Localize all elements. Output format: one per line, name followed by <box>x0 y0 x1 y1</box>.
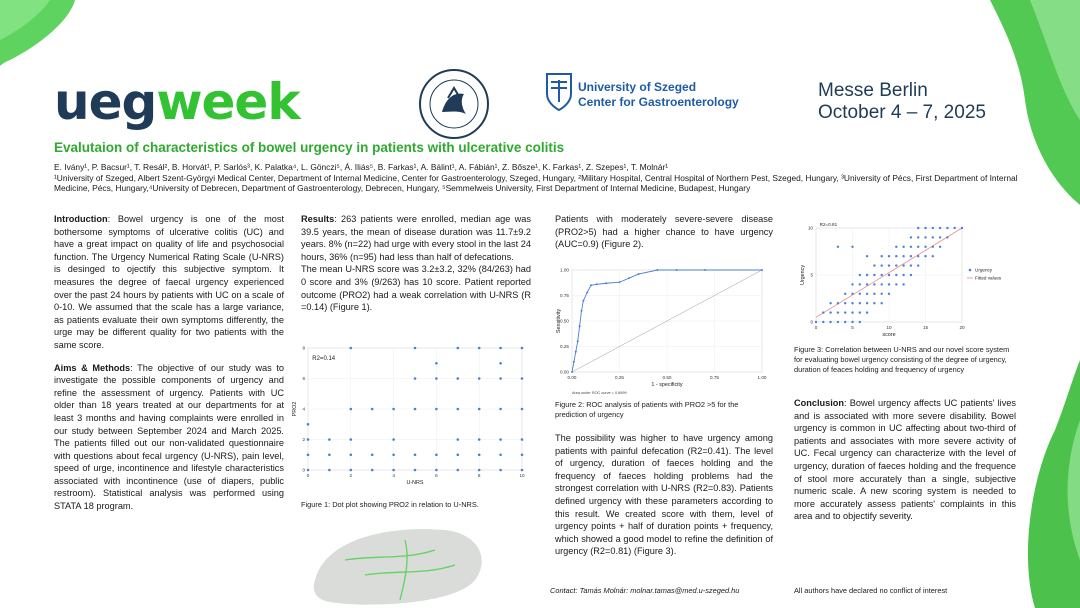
data-point <box>371 469 374 472</box>
data-point <box>435 453 438 456</box>
decor-liver-icon <box>305 520 490 608</box>
data-point <box>873 264 875 266</box>
y-axis-label: Urgency <box>800 264 806 286</box>
y-tick-label: 1.00 <box>560 267 569 273</box>
data-point <box>859 311 861 313</box>
data-point <box>307 438 310 441</box>
y-tick-label: 10 <box>807 225 813 231</box>
column-3-text-top <box>555 213 773 259</box>
data-point <box>435 408 438 411</box>
roc-point <box>582 300 584 302</box>
aims-heading: Aims & Methods <box>54 362 131 373</box>
r2-annotation: R2=0.81 <box>819 222 838 228</box>
figure-3-chart <box>794 222 1016 342</box>
data-point <box>414 453 417 456</box>
figure-2-caption: Figure 2: ROC analysis of patients with PRO2 >5 for the prediction of urgency <box>555 400 739 419</box>
x-tick-label: 0.00 <box>567 375 577 380</box>
y-tick-label: 0.25 <box>560 344 569 350</box>
data-point <box>939 246 941 248</box>
data-point <box>881 302 883 304</box>
contact-line: Contact: Tamás Molnár: molnar.tamas@med.u-szeged.hu <box>550 586 740 595</box>
szeged-logo-icon <box>543 72 575 112</box>
data-point <box>328 438 331 441</box>
roc-point <box>761 269 763 271</box>
data-point <box>932 255 934 257</box>
data-point <box>328 453 331 456</box>
data-point <box>888 283 890 285</box>
figure-2-chart <box>548 262 770 400</box>
decor-blob-bottomright-icon <box>1010 360 1080 608</box>
data-point <box>910 236 912 238</box>
logo-week-text: week <box>156 73 300 131</box>
data-point <box>392 453 395 456</box>
data-point <box>910 255 912 257</box>
data-point <box>499 408 502 411</box>
x-axis-label: score <box>882 332 896 338</box>
data-point <box>815 321 817 323</box>
intro-paragraph <box>54 213 284 352</box>
data-point <box>859 321 861 323</box>
roc-point <box>596 283 598 285</box>
auc-note: Area under ROC curve = 0.8999 <box>572 391 627 395</box>
affiliation-list: ¹University of Szeged, Albert Szent-Györgyi Medical Center, Department of Internal Medicine, Center for Gastroenterology, Szeged, Hungary, ²Military Hospital, Central Hospital of Northern Pest, Szeged, Hungary, ³University of Pécs, First Department of Internal Medicine, Pécs, Hungary,⁴University of Debrecen, Department of Gastroenterology, Debrecen, Hungary, ⁵Semmelweis University, First Department of Internal Medicine, Budapest, Hungary <box>54 172 1018 193</box>
szeged-line2: Center for Gastroenterology <box>578 95 739 109</box>
data-point <box>435 362 438 365</box>
data-point <box>917 227 919 229</box>
y-tick-label: 0 <box>810 319 813 325</box>
venue-name: Messe Berlin <box>818 80 928 101</box>
data-point <box>499 377 502 380</box>
data-point <box>457 347 460 350</box>
data-point <box>895 255 897 257</box>
column-conclusion <box>794 397 1016 531</box>
x-tick-label: 10 <box>519 473 525 478</box>
data-point <box>521 408 524 411</box>
data-point <box>851 246 853 248</box>
x-axis-label: 1 - specificity <box>651 382 683 388</box>
figure-3-caption: Figure 3: Correlation between U-NRS and our novel score system for evaluating bowel urgency consisting of the degree of urgency, duration of feaces holding and frequency of urgency <box>794 345 1010 374</box>
data-point <box>521 347 524 350</box>
data-point <box>499 438 502 441</box>
data-point <box>521 377 524 380</box>
y-axis-label: PRO2 <box>292 401 298 417</box>
data-point <box>866 255 868 257</box>
data-point <box>888 255 890 257</box>
data-point <box>881 255 883 257</box>
column-results <box>301 213 531 322</box>
decor-blob-topleft-icon <box>0 0 80 70</box>
data-point <box>866 283 868 285</box>
data-point <box>435 469 438 472</box>
x-tick-label: 15 <box>922 325 929 330</box>
data-point <box>924 227 926 229</box>
data-point <box>457 453 460 456</box>
x-tick-label: 0 <box>814 325 818 330</box>
data-point <box>350 469 353 472</box>
data-point <box>946 227 948 229</box>
y-tick-label: 0 <box>302 467 305 473</box>
data-point <box>478 408 481 411</box>
y-tick-label: 8 <box>302 345 305 351</box>
data-point <box>392 469 395 472</box>
x-tick-label: 8 <box>477 473 481 478</box>
data-point <box>881 283 883 285</box>
data-point <box>371 408 374 411</box>
data-point <box>932 227 934 229</box>
data-point <box>837 311 839 313</box>
data-point <box>822 311 824 313</box>
data-point <box>844 293 846 295</box>
x-tick-label: 0.50 <box>662 375 672 380</box>
r2-annotation: R2=0.14 <box>312 356 336 363</box>
results-heading: Results <box>301 214 335 224</box>
data-point <box>902 283 904 285</box>
data-point <box>895 246 897 248</box>
roc-point <box>577 340 579 342</box>
data-point <box>873 293 875 295</box>
data-point <box>844 311 846 313</box>
data-point <box>478 438 481 441</box>
y-axis-label: Sensitivity <box>556 308 562 334</box>
data-point <box>851 283 853 285</box>
data-point <box>414 347 417 350</box>
column-intro-aims <box>54 213 284 521</box>
roc-point <box>571 371 573 373</box>
data-point <box>873 283 875 285</box>
data-point <box>478 347 481 350</box>
data-point <box>924 236 926 238</box>
roc-point <box>628 277 630 279</box>
data-point <box>457 438 460 441</box>
data-point <box>829 321 831 323</box>
data-point <box>910 274 912 276</box>
data-point <box>822 321 824 323</box>
data-point <box>837 302 839 304</box>
data-point <box>946 236 948 238</box>
data-point <box>917 236 919 238</box>
legend-marker-urgency <box>969 269 972 272</box>
author-list: E. Ivány¹, P. Bacsur¹, T. Resál², B. Horvát¹, P. Sarlós³, K. Palatka⁴, L. Gönczi⁵, Á. Iliás⁵, B. Farkas¹, A. Bálint¹, A. Fábián¹, Z. Bősze¹, K. Farkas¹, Z. Szepes¹, T. Molnár¹ <box>54 162 669 172</box>
data-point <box>478 453 481 456</box>
data-point <box>939 227 941 229</box>
data-point <box>924 255 926 257</box>
x-tick-label: 2 <box>349 473 353 478</box>
results-paragraph-2: The mean U-NRS score was 3.2±3.2, 32% (84/263) had 0 score and 3% (9/263) has 10 score. Patient reported outcome (PRO2) had a weak correlation with U-NRS (R =0.14) (Figure 1). <box>301 264 531 313</box>
x-tick-label: 0.25 <box>615 375 624 380</box>
logo-ueg-text: ueg <box>54 73 157 131</box>
data-point <box>521 438 524 441</box>
y-tick-label: 2 <box>302 437 305 443</box>
aims-paragraph <box>54 362 284 513</box>
aims-text: : The objective of our study was to investigate the possible components of urgency and refine the assessment of urgency. Patients with UC older than 18 years treated at our departments for at least 3 months and having complaints were enrolled in our study between September 2024 and March 2025. The patients filled out our non-validated questionnaire with questions about fecal urgency (U-NRS), pain level, speed of urge, incontinence and lifestyle characteristics associated with incontinence (use of diapers, public restroom). Statistical analysis was performed using STATA 18 program. <box>54 362 284 512</box>
data-point <box>917 246 919 248</box>
roc-point <box>704 269 706 271</box>
data-point <box>457 469 460 472</box>
roc-point <box>676 269 678 271</box>
data-point <box>350 408 353 411</box>
y-tick-label: 0.00 <box>560 369 569 375</box>
data-point <box>457 377 460 380</box>
data-point <box>924 246 926 248</box>
data-point <box>499 469 502 472</box>
data-point <box>902 246 904 248</box>
roc-point <box>575 351 577 353</box>
venue-dates: October 4 – 7, 2025 <box>818 102 986 123</box>
data-point <box>902 274 904 276</box>
intro-heading: Introduction <box>54 214 108 224</box>
roc-point <box>638 273 640 275</box>
x-tick-label: 4 <box>392 473 395 478</box>
x-tick-label: 6 <box>435 473 438 478</box>
data-point <box>881 264 883 266</box>
data-point <box>851 321 853 323</box>
data-point <box>917 255 919 257</box>
data-point <box>350 453 353 456</box>
x-tick-label: 1.00 <box>757 375 767 380</box>
figure-1-chart <box>290 340 530 500</box>
data-point <box>307 453 310 456</box>
legend-label-urgency: Urgency <box>975 267 993 273</box>
data-point <box>478 377 481 380</box>
data-point <box>837 321 839 323</box>
data-point <box>859 283 861 285</box>
data-point <box>895 274 897 276</box>
data-point <box>837 246 839 248</box>
y-tick-label: 5 <box>810 272 813 278</box>
data-point <box>881 293 883 295</box>
data-point <box>902 255 904 257</box>
data-point <box>917 264 919 266</box>
conclusion-heading: Conclusion <box>794 398 845 408</box>
roc-point <box>586 291 588 293</box>
data-point <box>328 469 331 472</box>
data-point <box>910 246 912 248</box>
data-point <box>307 423 310 426</box>
data-point <box>866 302 868 304</box>
y-tick-label: 0.50 <box>560 318 569 324</box>
data-point <box>954 227 956 229</box>
data-point <box>859 293 861 295</box>
data-point <box>499 347 502 350</box>
data-point <box>414 408 417 411</box>
roc-point <box>657 269 659 271</box>
data-point <box>829 302 831 304</box>
data-point <box>859 302 861 304</box>
data-point <box>851 302 853 304</box>
poster-title: Evalutaion of characteristics of bowel urgency in patients with ulcerative colitis <box>54 140 565 155</box>
y-tick-label: 0.75 <box>560 293 569 299</box>
data-point <box>829 311 831 313</box>
szeged-line1: University of Szeged <box>578 80 697 94</box>
data-point <box>851 293 853 295</box>
data-point <box>457 408 460 411</box>
data-point <box>521 469 524 472</box>
roc-point <box>605 282 607 284</box>
data-point <box>895 264 897 266</box>
data-point <box>499 453 502 456</box>
data-point <box>866 311 868 313</box>
data-point <box>844 302 846 304</box>
conclusion-paragraph <box>794 397 1016 523</box>
data-point <box>371 453 374 456</box>
roc-point <box>581 310 583 312</box>
data-point <box>307 469 310 472</box>
data-point <box>873 274 875 276</box>
data-point <box>961 227 963 229</box>
data-point <box>392 438 395 441</box>
x-tick-label: 20 <box>959 325 965 330</box>
results-paragraph-1 <box>301 213 531 263</box>
conclusion-text: : Bowel urgency affects UC patients' lives and is associated with more severe disability. Bowel urgency is common in UC affecting about two-third of patients and associates with more severe activity of UC. Fecal urgency can characterize with the level of urgency, duration of faeces holding and the frequence of stool more accurately than a single, subjective numeric scale. A new scoring system is needed to more accurately assess patients' complaints in this area and to objectify severity. <box>794 398 1016 522</box>
data-point <box>478 469 481 472</box>
venue-block <box>818 80 986 124</box>
roc-point <box>579 325 581 327</box>
intro-text: : Bowel urgency is one of the most bothersome symptoms of ulcerative colitis (UC) and have a great impact on quality of life and psychosocial function. The Urgency Numerical Rating Scale (U-NRS) is desinged to ojectify this subjective symptom. It measures the degree of faecal urgency experienced over the past 24 hours by patients with UC on a scale of 0-10. We assumed that the scale has a large variance, as patients evaluate their own symptoms differently, the urge may be different quality for two patients with the same score. <box>54 214 284 350</box>
roc-point <box>573 361 575 363</box>
data-point <box>902 264 904 266</box>
col3-paragraph-2: The possibility was higher to have urgency among patients with painful defecation (R2=0.41). The level of urgency, duration of faeces holding and the frequency of faeces holding problems had the strongest correlation with U-NRS (R2=0.83). Patients defined urgency with these parameters according to this result. We created score with them, level of urgency points + half of duration points + frequency, which showed a good model to refine the definition of urgency (R2=0.81) (Figure 3). <box>555 433 773 557</box>
roc-point <box>619 281 621 283</box>
legend-label-fitted: Fitted values <box>975 275 1002 281</box>
data-point <box>932 236 934 238</box>
data-point <box>866 274 868 276</box>
university-seal-icon <box>418 68 490 140</box>
data-point <box>866 293 868 295</box>
data-point <box>888 293 890 295</box>
data-point <box>932 246 934 248</box>
data-point <box>350 347 353 350</box>
y-tick-label: 6 <box>302 376 305 382</box>
data-point <box>881 274 883 276</box>
x-axis-label: U-NRS <box>406 480 424 486</box>
data-point <box>873 302 875 304</box>
conflict-statement: All authors have declared no conflict of interest <box>794 586 948 595</box>
x-tick-label: 0 <box>306 473 310 478</box>
data-point <box>414 469 417 472</box>
col3-paragraph-1: Patients with moderately severe-severe disease (PRO2>5) had a higher chance to have urgency (AUC=0.9) (Figure 2). <box>555 214 773 250</box>
figure-1-caption: Figure 1: Dot plot showing PRO2 in relation to U-NRS. <box>301 500 479 509</box>
data-point <box>392 408 395 411</box>
results-text-1: : 263 patients were enrolled, median age was 39.5 years, the mean of disease duration was 11.7±9.2 years. 8% (n=22) had urge with every stool in the last 24 hours, 36% (n=95) had less than half of defecations. <box>301 214 531 262</box>
roc-point <box>590 284 592 286</box>
data-point <box>851 311 853 313</box>
szeged-center-name <box>578 80 739 110</box>
data-point <box>910 264 912 266</box>
y-tick-label: 4 <box>302 406 305 412</box>
data-point <box>435 377 438 380</box>
data-point <box>888 264 890 266</box>
data-point <box>859 274 861 276</box>
x-tick-label: 10 <box>886 325 892 330</box>
data-point <box>350 438 353 441</box>
data-point <box>895 283 897 285</box>
column-3-text-bottom <box>555 432 773 566</box>
x-tick-label: 5 <box>851 325 854 330</box>
data-point <box>888 274 890 276</box>
data-point <box>499 362 502 365</box>
data-point <box>844 321 846 323</box>
x-tick-label: 0.75 <box>710 375 719 380</box>
data-point <box>939 236 941 238</box>
data-point <box>414 377 417 380</box>
ueg-week-logo <box>54 72 300 132</box>
data-point <box>521 453 524 456</box>
authors-block <box>54 162 1034 194</box>
